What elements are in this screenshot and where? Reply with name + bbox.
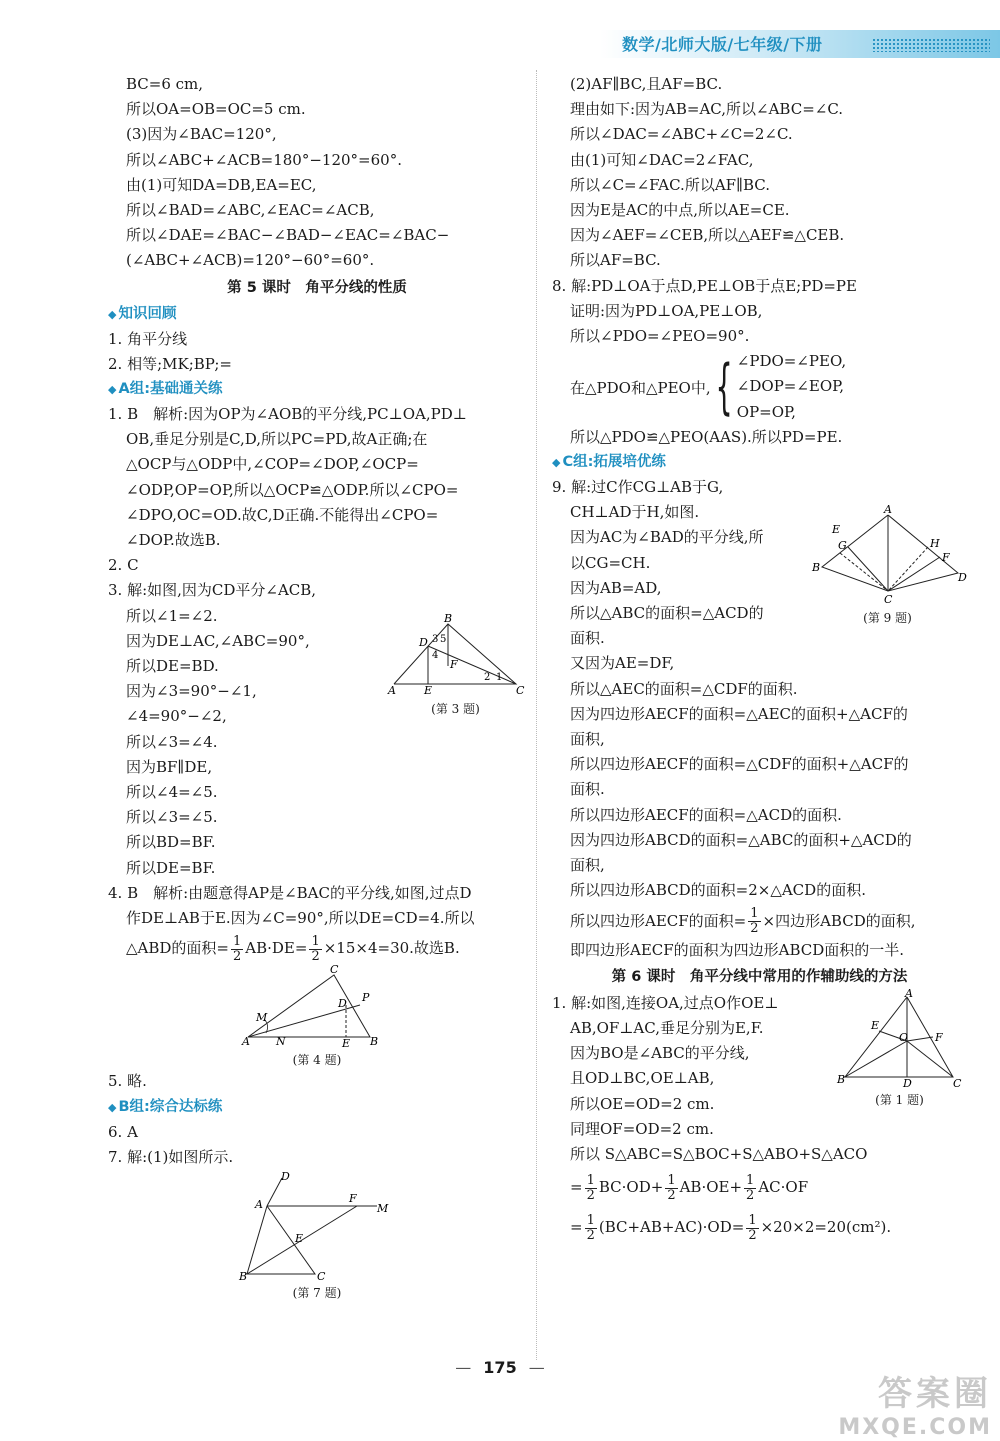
figure-4 [108, 965, 526, 1069]
q9-line: 以CG=CH. [570, 553, 651, 572]
q2-answer: 2. C [108, 556, 139, 575]
q5-answer: 5. 略. [108, 1072, 147, 1091]
svg-text:F: F [942, 551, 950, 565]
q3-line: 因为BF∥DE, [126, 757, 213, 776]
q9-block [552, 475, 967, 651]
q9-line: 因为AC为∠BAD的平分线,所 [570, 528, 764, 547]
l6-q1-line: 所以OE=OD=2 cm. [570, 1094, 715, 1113]
q9-line: 面积. [570, 629, 605, 648]
svg-text:B: B [837, 1072, 846, 1086]
right-column [552, 72, 967, 1247]
svg-text:H: H [930, 537, 940, 551]
fraction: $\frac{1}{2}$ [750, 906, 759, 936]
section-c: ◆ C组:拓展培优练 [552, 454, 666, 471]
q7-head: 7. 解:(1)如图所示. [108, 1147, 234, 1166]
q4-line: 作DE⊥AB于E.因为∠C=90°,所以DE=CD=4.所以 [126, 909, 475, 928]
svg-text:F: F [349, 1191, 357, 1205]
lesson-5-title: 第 5 课时 角平分线的性质 [227, 279, 407, 296]
section-review: ◆ 知识回顾 [108, 305, 177, 322]
section-a: ◆ A组:基础通关练 [108, 381, 223, 398]
q1-line: ∠DPO,OC=OD.故C,D正确.不能得出∠CPO= [126, 505, 439, 524]
l6-q1-line: AB,OF⊥AC,垂足分别为E,F. [570, 1018, 764, 1037]
svg-text:B: B [239, 1269, 248, 1283]
review-item: 1. 角平分线 [108, 329, 188, 348]
q6-answer: 6. A [108, 1122, 138, 1141]
figure-7 [108, 1170, 526, 1302]
figure-9-caption: (第 9 题) [863, 611, 912, 626]
svg-text:5: 5 [440, 634, 447, 646]
q7b-line: 理由如下:因为AB=AC,所以∠ABC=∠C. [570, 100, 844, 119]
q3-block [108, 578, 526, 880]
svg-text:G: G [838, 539, 847, 553]
svg-text:C: C [953, 1076, 962, 1090]
svg-text:E: E [342, 1037, 351, 1051]
svg-text:E: E [832, 523, 841, 537]
q8-end: 所以△PDO≌△PEO(AAS).所以PD=PE. [570, 427, 843, 446]
figure-3-caption: (第 3 题) [431, 702, 480, 717]
q3-head: 3. 解:如图,因为CD平分∠ACB, [108, 581, 317, 600]
q8-line: 8. 解:PD⊥OA于点D,PE⊥OB于点E;PD=PE [552, 276, 857, 295]
fraction: $\frac{1}{2}$ [586, 1212, 595, 1243]
svg-text:P: P [362, 991, 370, 1005]
svg-text:A: A [255, 1197, 263, 1211]
fraction: $\frac{1}{2}$ [748, 1212, 757, 1243]
q7b-line: 所以AF=BC. [570, 251, 661, 270]
svg-text:C: C [516, 684, 525, 698]
footer-dash: — [528, 1358, 545, 1377]
q8-prefix: 在△PDO和△PEO中, [570, 378, 711, 397]
l6-q1-line: 同理OF=OD=2 cm. [570, 1119, 714, 1138]
q9-line: 所以△ABC的面积=△ACD的 [570, 604, 764, 623]
fraction: $\frac{1}{2}$ [233, 933, 242, 964]
q9-line: 面积. [570, 780, 605, 799]
figure-1 [837, 986, 962, 1109]
lesson-6-title: 第 6 课时 角平分线中常用的作辅助线的方法 [611, 968, 908, 985]
q9-line: 因为AB=AD, [570, 578, 662, 597]
text-line: 所以∠DAE=∠BAC−∠BAD−∠EAC=∠BAC− [126, 226, 450, 245]
q9-line: 所以四边形ABCD的面积=2×△ACD的面积. [570, 881, 866, 900]
l6-q1-block [552, 986, 967, 1142]
figure-1-caption: (第 1 题) [875, 1092, 924, 1107]
figure-1-diagram [837, 986, 962, 1090]
l6-q1-line: 1. 解:如图,连接OA,过点O作OE⊥ [552, 993, 779, 1012]
l6-eq2: = $\frac{1}{2}$ (BC+AB+AC)·OD= $\frac{1}{2}$ ×20×2=20(cm²). [570, 1212, 892, 1243]
l6-q1-line: 且OD⊥BC,OE⊥AB, [570, 1069, 715, 1088]
figure-9-diagram [810, 505, 965, 605]
svg-text:B: B [444, 612, 453, 626]
figure-4-diagram [242, 963, 392, 1051]
q8-system [552, 349, 967, 425]
svg-text:N: N [276, 1035, 286, 1049]
q9-fraction-line: 所以四边形AECF的面积= $\frac{1}{2}$ ×四边形ABCD的面积, [570, 906, 916, 936]
svg-text:C: C [317, 1269, 326, 1283]
column-divider [536, 70, 538, 1360]
figure-3-diagram [388, 612, 525, 698]
svg-text:M: M [256, 1011, 268, 1025]
q3-line: 所以BD=BF. [126, 833, 216, 852]
footer-dash: — [455, 1358, 472, 1377]
header-dot-pattern [872, 38, 990, 52]
figure-7-caption: (第 7 题) [292, 1285, 342, 1300]
q3-line: 所以DE=BF. [126, 858, 216, 877]
svg-text:E: E [871, 1018, 880, 1032]
svg-text:1: 1 [496, 672, 503, 684]
q8-conditions: ∠PDO=∠PEO, ∠DOP=∠EOP, OP=OP, [736, 352, 847, 421]
figure-7-diagram [237, 1169, 397, 1283]
figure-9 [810, 505, 965, 627]
q3-line: 所以∠3=∠4. [126, 732, 218, 751]
figure-3 [388, 612, 525, 718]
q9-line: 面积, [570, 856, 605, 875]
svg-text:D: D [338, 997, 347, 1011]
q8-line: 证明:因为PD⊥OA,PE⊥OB, [570, 301, 763, 320]
q9-line: 9. 解:过C作CG⊥AB于G, [552, 478, 724, 497]
q4-line: 4. B 解析:由题意得AP是∠BAC的平分线,如图,过点D [108, 883, 472, 902]
fraction: $\frac{1}{2}$ [667, 1172, 676, 1203]
q7b-line: 所以∠DAC=∠ABC+∠C=2∠C. [570, 125, 793, 144]
q9-line: 面积, [570, 730, 605, 749]
svg-text:D: D [419, 636, 428, 650]
q7b-line: 因为E是AC的中点,所以AE=CE. [570, 201, 790, 220]
svg-text:D: D [281, 1169, 290, 1183]
q9-line: 又因为AE=DF, [570, 654, 675, 673]
q4-area-line: △ABD的面积= $\frac{1}{2}$ AB·DE= $\frac{1}{2}$ ×15×4=30.故选B. [126, 933, 460, 964]
diamond-icon: ◆ [108, 383, 117, 397]
q7b-line: 所以∠C=∠FAC.所以AF∥BC. [570, 175, 771, 194]
q7b-line: (2)AF∥BC,且AF=BC. [570, 75, 723, 93]
svg-text:A: A [884, 503, 892, 517]
q1-line: OB,垂足分别是C,D,所以PC=PD,故A正确;在 [126, 430, 428, 449]
figure-4-caption: (第 4 题) [292, 1053, 342, 1068]
diamond-icon: ◆ [552, 456, 561, 470]
l6-area-sum: 所以 S△ABC=S△BOC+S△ABO+S△ACO [570, 1144, 868, 1163]
section-b: ◆ B组:综合达标练 [108, 1098, 223, 1115]
l6-eq1: = $\frac{1}{2}$ BC·OD+ $\frac{1}{2}$ AB·OE+ $\frac{1}{2}$ AC·OF [570, 1172, 809, 1203]
svg-text:O: O [899, 1030, 909, 1044]
svg-text:C: C [884, 593, 893, 607]
diamond-icon: ◆ [108, 1100, 117, 1114]
q9-line: 因为四边形ABCD的面积=△ABC的面积+△ACD的 [570, 830, 912, 849]
svg-text:F: F [450, 658, 458, 672]
text-line: 所以∠BAD=∠ABC,∠EAC=∠ACB, [126, 201, 375, 220]
review-item: 2. 相等;MK;BP;= [108, 354, 232, 373]
q1-line: 1. B 解析:因为OP为∠AOB的平分线,PC⊥OA,PD⊥ [108, 405, 467, 424]
svg-text:B: B [370, 1035, 379, 1049]
q7b-line: 由(1)可知∠DAC=2∠FAC, [570, 150, 754, 169]
fraction: $\frac{1}{2}$ [311, 933, 320, 964]
q1-line: ∠DOP.故选B. [126, 531, 221, 550]
svg-text:D: D [958, 571, 967, 585]
svg-text:4: 4 [432, 650, 439, 662]
svg-text:A: A [388, 684, 396, 698]
watermark-logo: 答案圈 MXQE.COM [838, 1374, 992, 1440]
q3-line: 因为∠3=90°−∠1, [126, 682, 257, 701]
q9-line: 所以四边形AECF的面积=△ACD的面积. [570, 805, 842, 824]
q1-line: ∠ODP,OP=OP,所以△OCP≌△ODP.所以∠CPO= [126, 480, 459, 499]
q9-line: CH⊥AD于H,如图. [570, 503, 700, 522]
text-line: (3)因为∠BAC=120°, [126, 125, 277, 144]
svg-text:2: 2 [484, 672, 491, 684]
q1-line: △OCP与△ODP中,∠COP=∠DOP,∠OCP= [126, 455, 419, 474]
left-column [108, 72, 526, 1302]
q9-line: 所以四边形AECF的面积=△CDF的面积+△ACF的 [570, 755, 909, 774]
header-title: 数学/北师大版/七年级/下册 [622, 35, 823, 54]
diamond-icon: ◆ [108, 307, 117, 321]
q3-line: 所以∠3=∠5. [126, 808, 218, 827]
q9-last: 即四边形AECF的面积为四边形ABCD面积的一半. [570, 940, 905, 959]
brace-symbol: { [715, 352, 733, 423]
text-line: 所以OA=OB=OC=5 cm. [126, 100, 306, 119]
q3-line: 所以∠1=∠2. [126, 606, 218, 625]
text-line: (∠ABC+∠ACB)=120°−60°=60°. [126, 251, 375, 270]
q3-line: 因为DE⊥AC,∠ABC=90°, [126, 631, 310, 650]
q3-line: ∠4=90°−∠2, [126, 707, 227, 726]
q3-line: 所以∠4=∠5. [126, 783, 218, 802]
text-line: 由(1)可知DA=DB,EA=EC, [126, 175, 317, 194]
text-line: 所以∠ABC+∠ACB=180°−120°=60°. [126, 150, 402, 169]
fraction: $\frac{1}{2}$ [586, 1172, 595, 1203]
q9-line: 所以△AEC的面积=△CDF的面积. [570, 679, 798, 698]
svg-text:E: E [424, 684, 433, 698]
svg-text:A: A [242, 1035, 250, 1049]
svg-text:D: D [903, 1076, 912, 1090]
q7b-line: 因为∠AEF=∠CEB,所以△AEF≌△CEB. [570, 226, 845, 245]
l6-q1-line: 因为BO是∠ABC的平分线, [570, 1044, 750, 1063]
svg-text:C: C [330, 963, 339, 977]
svg-text:B: B [812, 561, 821, 575]
svg-text:F: F [935, 1030, 943, 1044]
svg-text:A: A [905, 986, 913, 1000]
svg-text:3: 3 [432, 634, 439, 646]
q9-line: 因为四边形AECF的面积=△AEC的面积+△ACF的 [570, 704, 908, 723]
page-number: 175 [483, 1358, 517, 1377]
q8-line: 所以∠PDO=∠PEO=90°. [570, 327, 750, 346]
fraction: $\frac{1}{2}$ [746, 1172, 755, 1203]
text-line: BC=6 cm, [126, 75, 204, 93]
q3-line: 所以DE=BD. [126, 657, 219, 676]
svg-text:E: E [295, 1231, 304, 1245]
svg-text:M: M [377, 1201, 389, 1215]
